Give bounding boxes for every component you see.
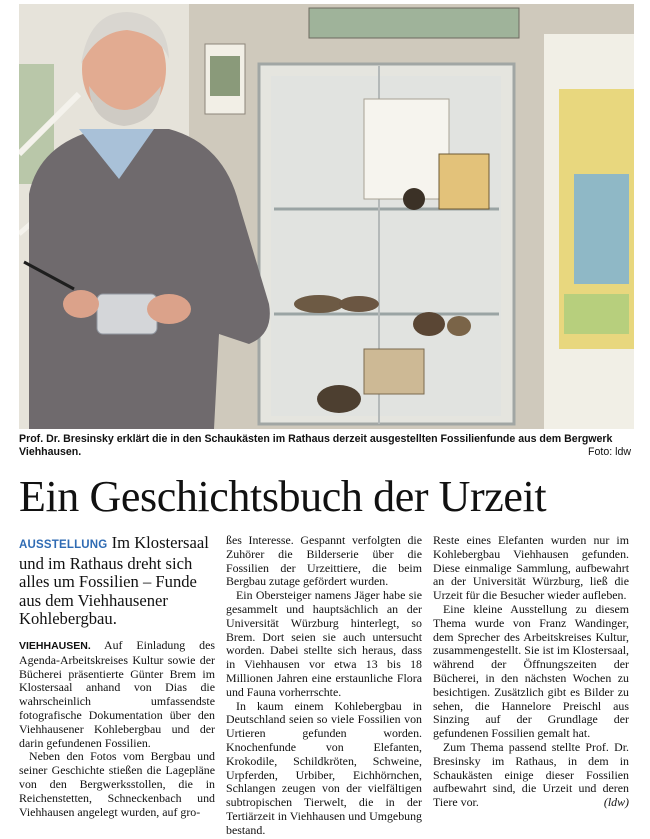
paragraph (433, 741, 629, 810)
photo-caption (19, 433, 631, 459)
photo-credit: Foto: ldw (588, 446, 631, 458)
paragraph (19, 639, 215, 750)
paragraph: ßes Interesse. Gespannt verfolgten die Zuhörer die Bilderserie über die Fossilien der Urzeittiere, die beim Bergbau zutage gefördert wurden. (226, 533, 422, 589)
paragraph: Reste eines Elefanten wurden nur im Kohlebergbau Viehhausen gefunden. Diese einmalige Sammlung, aufbewahrt an der Universität Würzburg, ließ die Urzeit für die Besucher wieder aufleben. (433, 533, 629, 603)
photo-illustration (19, 4, 634, 429)
text-column-3 (433, 534, 629, 810)
caption-text: Prof. Dr. Bresinsky erklärt die in den Schaukästen im Rathaus derzeit ausgestellten Fossilienfunde aus dem Bergwerk Viehhausen. (19, 433, 613, 458)
kicker: AUSSTELLUNG (19, 539, 108, 551)
lead-text: Im Klostersaal und im Rathaus dreht sich alles um Fossilien – Funde aus dem Viehhausener Kohlebergbau. (19, 533, 209, 629)
paragraph-text: Auf Einladung des Agenda-Arbeitskreises Kultur sowie der Bücherei präsentierte Günter Brem im Klostersaal anhand von Dias die wahrscheinlich umfassendste fotografische Dokumentation über den Viehhausener Kohlebergbau und der darin gefundenen Fossilien. (19, 637, 215, 750)
text-column-2 (226, 534, 422, 838)
text-column-1 (19, 534, 215, 819)
paragraph-text: Zum Thema passend stellte Prof. Dr. Bresinsky im Rathaus, in dem in Schaukästen einige dieser Fossilien aufbewahrt sind, die Urzeit und deren Tiere vor. (433, 739, 629, 810)
paragraph: Neben den Fotos vom Bergbau und seiner Geschichte stießen die Lagepläne von den Bergwerksstollen, die in Reichenstetten, Schneckenbach und Viehhausen angelegt wurden, auf gro- (19, 749, 215, 819)
lead-paragraph (19, 534, 215, 629)
paragraph: In kaum einem Kohlebergbau in Deutschland seien so viele Fossilien von Urtieren gefunden worden. Knochenfunde von Elefanten, Krokodile, Schildkröten, Schweine, Urpferden, Urbiber, Eichhörnchen, Schlangen zeugen von der vielfältigen subtropischen Tierwelt, die in der Tertiärzeit in Viehhausen und Umgebung bestand. (226, 698, 422, 837)
paragraph: Eine kleine Ausstellung zu diesem Thema wurde von Franz Wandinger, dem Sprecher des Arbeitskreises Kultur, zusammengestellt. Sie ist im Klostersaal, während der Öffnungszeiten der Bücherei, in den nächsten Wochen zu besichtigen. Zusätzlich gibt es Bilder zu sehen, die Hannelore Preischl aus Sinzing auf der Grundlage der gefundenen Fossilien gemalt hat. (433, 601, 629, 741)
dateline: VIEHHAUSEN. (19, 639, 91, 652)
headline: Ein Geschichtsbuch der Urzeit (19, 472, 547, 521)
paragraph: Ein Obersteiger namens Jäger habe sie gesammelt und hauptsächlich an der Universität Würzburg hinterlegt, so Brem. Dort seien sie auch untersucht worden. Dabei stellte sich heraus, dass in Viehhausen vor etwa 13 bis 18 Millionen Jahren eine erstaunliche Flora und Fauna vorherrschte. (226, 588, 422, 699)
article-photo (19, 4, 634, 429)
author-initials: (ldw) (603, 795, 629, 810)
